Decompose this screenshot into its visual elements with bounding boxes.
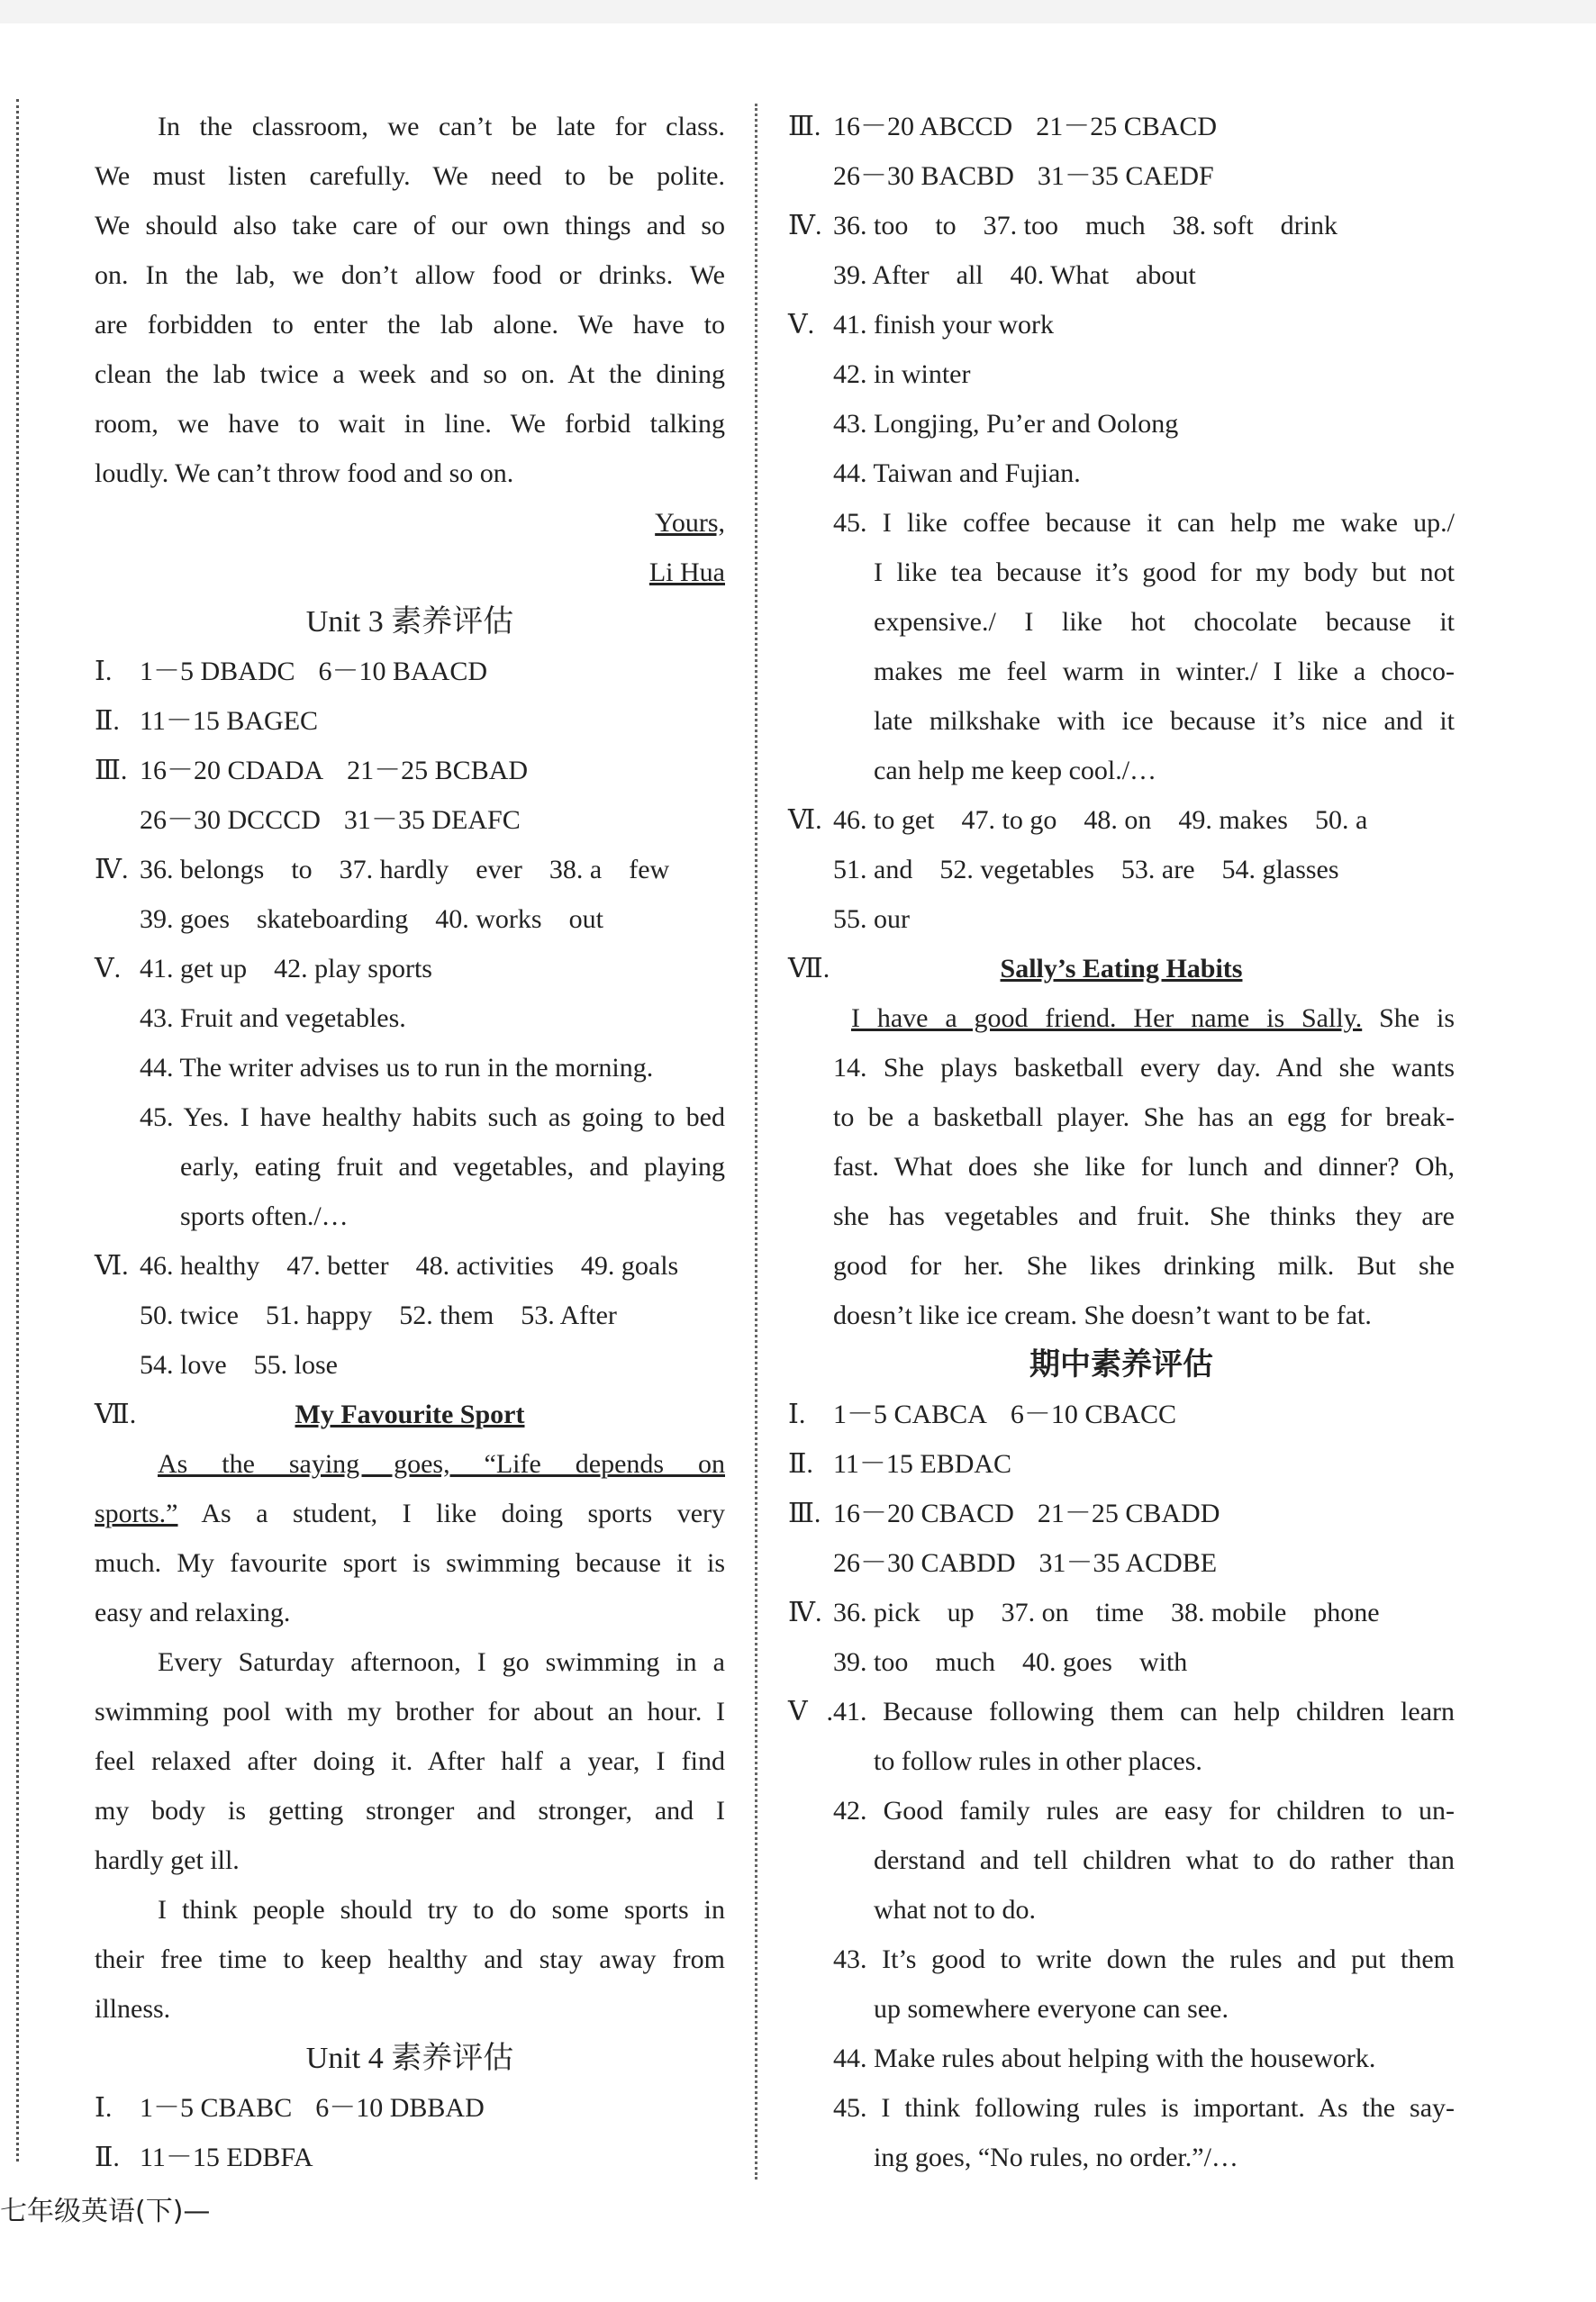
unit4-section-2: Ⅱ. 11－15 EDBFA bbox=[95, 2143, 313, 2172]
midterm-section-3-cont: 26－30 CABDD 31－35 ACDBE bbox=[833, 1548, 1218, 1578]
midterm-title: 期中素养评估 bbox=[1029, 1348, 1213, 1382]
unit4-section-6-cont: 55. our bbox=[833, 904, 910, 934]
unit4-section-6-cont: 51. and 52. vegetables 53. are 54. glasses bbox=[833, 855, 1339, 884]
essay-line: Every Saturday afternoon, I go swimming in a bbox=[158, 1647, 725, 1677]
letter-line: clean the lab twice a week and so on. At the dining bbox=[95, 359, 725, 389]
midterm-section-2: Ⅱ. 11－15 EBDAC bbox=[788, 1449, 1012, 1479]
letter-signature: Li Hua bbox=[648, 557, 725, 587]
left-column bbox=[95, 102, 725, 2182]
essay-line: 14. She plays basketball every day. And she wants bbox=[833, 1053, 1455, 1083]
unit3-answer-45: 45. Yes. I have healthy habits such as going to bed bbox=[140, 1102, 725, 1132]
top-margin-band bbox=[0, 0, 1596, 23]
unit3-answer-43: 43. Fruit and vegetables. bbox=[140, 1003, 406, 1033]
essay-line: my body is getting stronger and stronger, and I bbox=[95, 1796, 725, 1826]
unit3-section-6: Ⅵ. 46. healthy 47. better 48. activities 49. goals bbox=[95, 1251, 679, 1281]
essay-line: As the saying goes, “Life depends on bbox=[158, 1449, 725, 1479]
essay-line: sports.” As a student, I like doing sports very bbox=[95, 1499, 725, 1528]
midterm-answer-45: 45. I think following rules is important. As the say- bbox=[833, 2093, 1455, 2123]
unit4-section-1: Ⅰ. 1－5 CBABC 6－10 DBBAD bbox=[95, 2093, 485, 2123]
essay-line: illness. bbox=[95, 1994, 171, 2024]
unit4-answer-42: 42. in winter bbox=[833, 359, 971, 389]
essay-line: I have a good friend. Her name is Sally. She is bbox=[851, 1003, 1455, 1033]
midterm-answer-42-cont: derstand and tell children what to do rather than bbox=[874, 1845, 1455, 1875]
essay-title: Sally’s Eating Habits bbox=[1000, 954, 1243, 983]
binding-edge bbox=[16, 99, 19, 2162]
essay-line: to be a basketball player. She has an egg for break- bbox=[833, 1102, 1455, 1132]
letter-line: We should also take care of our own things and so bbox=[95, 211, 725, 240]
essay-line: good for her. She likes drinking milk. But she bbox=[833, 1251, 1455, 1281]
midterm-answer-42-cont: what not to do. bbox=[874, 1895, 1036, 1925]
essay-line: swimming pool with my brother for about an hour. I bbox=[95, 1697, 725, 1726]
essay-line: she has vegetables and fruit. She thinks they are bbox=[833, 1201, 1455, 1231]
unit3-section-4: Ⅳ. 36. belongs to 37. hardly ever 38. a few bbox=[95, 855, 670, 884]
unit3-answer-45-cont: early, eating fruit and vegetables, and playing bbox=[180, 1152, 725, 1182]
essay-line: their free time to keep healthy and stay away from bbox=[95, 1944, 725, 1974]
unit4-section-6: Ⅵ. 46. to get 47. to go 48. on 49. makes 50. a bbox=[788, 805, 1368, 835]
letter-line: on. In the lab, we don’t allow food or drinks. We bbox=[95, 260, 725, 290]
midterm-answer-41-cont: to follow rules in other places. bbox=[874, 1746, 1202, 1776]
unit4-answer-45-cont: makes me feel warm in winter./ I like a choco- bbox=[874, 657, 1455, 686]
midterm-section-3: Ⅲ. 16－20 CBACD 21－25 CBADD bbox=[788, 1499, 1220, 1528]
midterm-answer-42: 42. Good family rules are easy for children to un- bbox=[833, 1796, 1455, 1826]
unit4-answer-45-cont: late milkshake with ice because it’s nice and it bbox=[874, 706, 1455, 736]
midterm-section-5: Ⅴ.41. Because following them can help children learn bbox=[788, 1697, 1455, 1726]
unit3-section-3-cont: 26－30 DCCCD 31－35 DEAFC bbox=[140, 805, 521, 835]
midterm-answer-43-cont: up somewhere everyone can see. bbox=[874, 1994, 1229, 2024]
unit4-answer-45-cont: can help me keep cool./… bbox=[874, 756, 1157, 785]
essay-line: fast. What does she like for lunch and dinner? Oh, bbox=[833, 1152, 1455, 1182]
unit3-answer-45-cont: sports often./… bbox=[180, 1201, 349, 1231]
unit4-answer-45: 45. I like coffee because it can help me wake up./ bbox=[833, 508, 1455, 538]
column-divider bbox=[755, 104, 757, 2180]
unit3-section-7: Ⅶ. My Favourite Sport bbox=[95, 1400, 525, 1429]
unit4-answer-45-cont: expensive./ I like hot chocolate because it bbox=[874, 607, 1455, 637]
right-column bbox=[788, 102, 1455, 2182]
unit4-section-4-cont: 39. After all 40. What about bbox=[833, 260, 1196, 290]
letter-line: In the classroom, we can’t be late for class. bbox=[158, 112, 725, 141]
letter-line: room, we have to wait in line. We forbid talking bbox=[95, 409, 725, 439]
unit4-answer-44: 44. Taiwan and Fujian. bbox=[833, 458, 1081, 488]
midterm-answer-43: 43. It’s good to write down the rules and put them bbox=[833, 1944, 1455, 1974]
midterm-answer-44: 44. Make rules about helping with the housework. bbox=[833, 2044, 1376, 2073]
unit4-section-7: Ⅶ. Sally’s Eating Habits bbox=[788, 954, 1243, 983]
unit3-title: Unit 3 素养评估 bbox=[305, 605, 514, 639]
unit4-section-3-cont: 26－30 BACBD 31－35 CAEDF bbox=[833, 161, 1214, 191]
unit4-title: Unit 4 素养评估 bbox=[305, 2042, 514, 2075]
unit3-section-6-cont: 50. twice 51. happy 52. them 53. After bbox=[140, 1301, 617, 1330]
unit3-answer-44: 44. The writer advises us to run in the morning. bbox=[140, 1053, 654, 1083]
unit3-section-1: Ⅰ. 1－5 DBADC 6－10 BAACD bbox=[95, 657, 488, 686]
letter-line: We must listen carefully. We need to be polite. bbox=[95, 161, 725, 191]
page-footer: 七年级英语(下)— bbox=[0, 2196, 211, 2227]
unit4-section-4: Ⅳ. 36. too to 37. too much 38. soft drink bbox=[788, 211, 1338, 240]
unit4-section-5: Ⅴ. 41. finish your work bbox=[788, 310, 1054, 340]
unit4-answer-45-cont: I like tea because it’s good for my body but not bbox=[874, 557, 1455, 587]
midterm-section-4: Ⅳ. 36. pick up 37. on time 38. mobile phone bbox=[788, 1598, 1380, 1627]
midterm-section-1: Ⅰ. 1－5 CABCA 6－10 CBACC bbox=[788, 1400, 1177, 1429]
midterm-answer-45-cont: ing goes, “No rules, no order.”/… bbox=[874, 2143, 1238, 2172]
unit4-section-3: Ⅲ. 16－20 ABCCD 21－25 CBACD bbox=[788, 112, 1218, 141]
essay-line: doesn’t like ice cream. She doesn’t want to be fat. bbox=[833, 1301, 1372, 1330]
essay-title: My Favourite Sport bbox=[295, 1400, 525, 1429]
letter-line: are forbidden to enter the lab alone. We have to bbox=[95, 310, 725, 340]
midterm-section-4-cont: 39. too much 40. goes with bbox=[833, 1647, 1188, 1677]
unit3-section-4-cont: 39. goes skateboarding 40. works out bbox=[140, 904, 603, 934]
unit4-answer-43: 43. Longjing, Pu’er and Oolong bbox=[833, 409, 1179, 439]
unit3-section-6-cont: 54. love 55. lose bbox=[140, 1350, 338, 1380]
essay-line: I think people should try to do some sports in bbox=[158, 1895, 725, 1925]
unit3-section-2: Ⅱ. 11－15 BAGEC bbox=[95, 706, 319, 736]
essay-line: hardly get ill. bbox=[95, 1845, 240, 1875]
essay-line: easy and relaxing. bbox=[95, 1598, 291, 1627]
letter-line: loudly. We can’t throw food and so on. bbox=[95, 458, 514, 488]
unit3-section-5: Ⅴ. 41. get up 42. play sports bbox=[95, 954, 432, 983]
essay-line: feel relaxed after doing it. After half a year, I find bbox=[95, 1746, 725, 1776]
unit3-section-3: Ⅲ. 16－20 CDADA 21－25 BCBAD bbox=[95, 756, 529, 785]
essay-line: much. My favourite sport is swimming because it is bbox=[95, 1548, 725, 1578]
letter-closing: Yours, bbox=[655, 508, 725, 538]
